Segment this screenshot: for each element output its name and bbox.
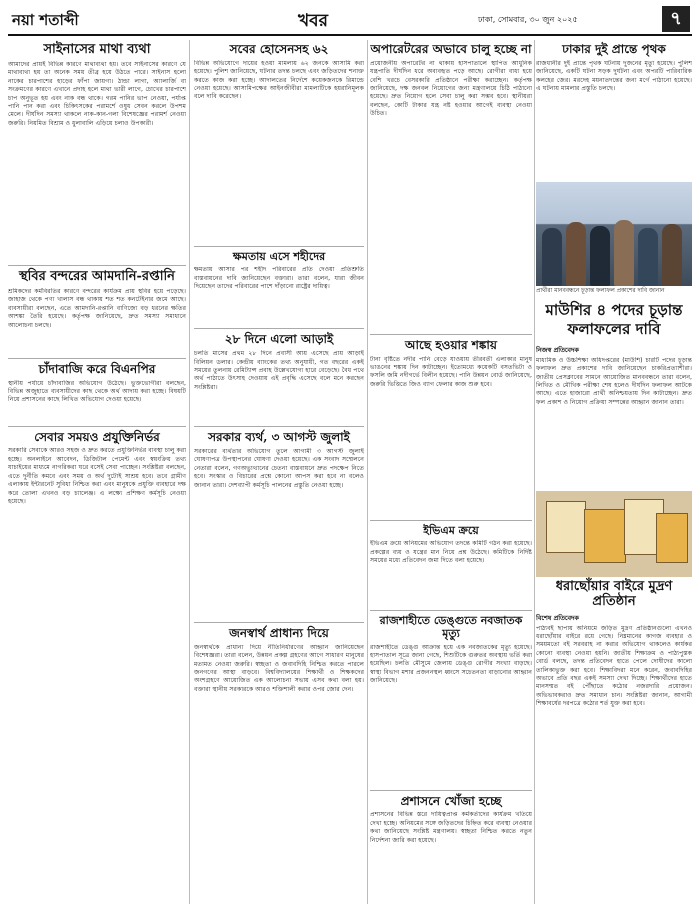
- headline: অপারেটরের অভাবে চালু হচ্ছে না: [370, 42, 532, 56]
- article-body: স্থানীয় পর্যায়ে চাঁদাবাজির অভিযোগ উঠেছে। ভুক্তভোগীরা বলছেন, বিভিন্ন অজুহাতে ব্যবসায়ীদের কাছ থেকে অর্থ আদায় করা হচ্ছে। বিষয়টি নিয়ে প্রশাসনের কাছে লিখিত অভিযোগ দেওয়া হয়েছে।: [8, 379, 186, 404]
- article-body: টানা বৃষ্টিতে নদীর পানি বেড়ে যাওয়ায় তীরবর্তী এলাকার মানুষ ভাঙনের শঙ্কায় দিন কাটাচ্ছেন। ইতোমধ্যে কয়েকটি বসতভিটা ও ফসলি জমি নদীগর্ভে বিলীন হয়েছে। পানি উন্নয়ন বোর্ড জানিয়েছে, জরুরি ভিত্তিতে জিও ব্যাগ ফেলার কাজ শুরু হবে।: [370, 355, 532, 388]
- article-body: প্রশাসনের বিভিন্ন স্তরে দায়িত্বপ্রাপ্ত কর্মকর্তাদের কার্যক্রম খতিয়ে দেখা হচ্ছে। অনিয়মের সঙ্গে জড়িতদের চিহ্নিত করে ব্যবস্থা নেওয়ার কথা জানিয়েছে সংশ্লিষ্ট মন্ত্রণালয়। স্বচ্ছতা নিশ্চিত করতে নতুন নির্দেশনা জারি করা হয়েছে।: [370, 811, 532, 844]
- article: [370, 43, 532, 330]
- headline: সেবার সময়ও প্রযুক্তিনির্ভর: [34, 429, 160, 444]
- newspaper-logo: নয়া শতাব্দী: [12, 11, 79, 29]
- divider: [194, 246, 364, 247]
- article: [194, 43, 364, 242]
- article: [536, 43, 692, 178]
- divider: [194, 328, 364, 329]
- byline: নিজস্ব প্রতিবেদক: [536, 345, 579, 354]
- article-body: মাধ্যমিক ও উচ্চশিক্ষা অধিদপ্তরের (মাউশি) চারটি পদের চূড়ান্ত ফলাফল দ্রুত প্রকাশের দাবি জানিয়েছেন চাকরিপ্রত্যাশীরা। জাতীয় প্রেসক্লাবের সামনে আয়োজিত মানববন্ধনে তারা বলেন, লিখিত ও মৌখিক পরীক্ষা শেষ হলেও দীর্ঘদিন ফলাফল আটকে আছে। এতে হাজারো প্রার্থী অনিশ্চয়তায় দিন কাটাচ্ছেন। দ্রুত ফল প্রকাশ ও নিয়োগ প্রক্রিয়া সম্পন্নের আহ্বান জানান তারা।: [536, 356, 692, 406]
- press-event-photo: [536, 182, 692, 286]
- article: [194, 251, 364, 325]
- article: [370, 615, 532, 785]
- headline: জনস্বার্থ প্রাধান্য দিয়ে: [229, 626, 329, 641]
- book-cover: [546, 501, 586, 553]
- column-4: [536, 40, 692, 904]
- headline: রাজশাহীতে ডেঙ্গুতে নবজাতক মৃত্যু: [379, 614, 523, 640]
- article: [370, 525, 532, 607]
- article: [194, 627, 364, 904]
- photo-caption: প্রার্থীরা মানববন্ধনে চূড়ান্ত ফলাফল প্রকাশের দাবি জানান: [536, 287, 665, 294]
- article-body: সরকারি সেবাকে আরও সহজ ও দ্রুত করতে প্রযুক্তিনির্ভর ব্যবস্থা চালু করা হচ্ছে। অনলাইনে আবেদন, ডিজিটাল পেমেন্ট এবং স্বয়ংক্রিয় তথ্য যাচাইয়ের মাধ্যমে নাগরিকরা ঘরে বসেই সেবা পাচ্ছেন। সংশ্লিষ্টরা বলছেন, এতে দুর্নীতি কমবে এবং সময় ও অর্থ দুটোই সাশ্রয় হবে। তবে গ্রামীণ এলাকায় ইন্টারনেট সুবিধা নিশ্চিত করা এবং মানুষকে প্রযুক্তি ব্যবহারে দক্ষ করে তোলা এখনও বড় চ্যালেঞ্জ। এ লক্ষ্যে প্রশিক্ষণ কর্মসূচি নেওয়া হয়েছে।: [8, 447, 186, 505]
- divider: [370, 334, 532, 335]
- divider: [370, 610, 532, 611]
- headline: ২৮ দিনে এলো আড়াই: [224, 332, 334, 347]
- textbooks-photo: [536, 491, 692, 577]
- headline: স্থবির বন্দরের আমদানি-রপ্তানি: [19, 268, 175, 284]
- dateline: ঢাকা, সোমবার, ৩০ জুন ২০২৫: [478, 15, 578, 24]
- article: [536, 345, 692, 487]
- article: [370, 795, 532, 904]
- person-figure: [566, 222, 586, 286]
- divider: [370, 790, 532, 791]
- divider: [194, 622, 364, 623]
- byline: বিশেষ প্রতিবেদক: [536, 613, 579, 622]
- article-body: ক্ষমতায় আসার পর শহীদ পরিবারের প্রতি দেওয়া প্রতিশ্রুতি বাস্তবায়নের দাবি জানিয়েছেন বক্তারা। তারা বলেন, যারা জীবন দিয়েছেন তাদের পরিবারের পাশে দাঁড়ানো রাষ্ট্রের দায়িত্ব।: [194, 266, 364, 291]
- person-figure: [638, 228, 658, 286]
- article: [370, 339, 532, 516]
- divider: [8, 265, 186, 266]
- article-body: সরকারের ব্যর্থতার অভিযোগ তুলে আগামী ৩ আগস্ট জুলাই ঘোষণাপত্র উপস্থাপনের ঘোষণা দেওয়া হয়েছে। এক সংবাদ সম্মেলনে নেতারা বলেন, গণঅভ্যুত্থানের চেতনা বাস্তবায়নে দ্রুত পদক্ষেপ নিতে হবে। সংস্কার ও বিচারের প্রশ্নে কোনো আপস করা হবে না বলেও জানান তারা। দেশব্যাপী কর্মসূচি পালনের প্রস্তুতি নেওয়া হচ্ছে।: [194, 448, 364, 489]
- article: [8, 363, 186, 422]
- article: [8, 270, 186, 354]
- article: [536, 613, 692, 865]
- headline: ইভিএম ক্রয়ে: [423, 523, 479, 537]
- article-body: জনস্বার্থকে প্রাধান্য দিয়ে নীতিনির্ধারণের আহ্বান জানিয়েছেন বিশেষজ্ঞরা। তারা বলেন, উন্নয়ন প্রকল্প গ্রহণের আগে সাধারণ মানুষের মতামত নেওয়া জরুরি। স্বচ্ছতা ও জবাবদিহি নিশ্চিত করতে পারলে জনগণের আস্থা বাড়বে। বিশ্ববিদ্যালয়ের শিক্ষার্থী ও শিক্ষকদের অংশগ্রহণে আয়োজিত এক আলোচনা সভায় এসব কথা বলা হয়। বক্তারা স্থানীয় সরকারকে আরও শক্তিশালী করার ওপর জোর দেন।: [194, 643, 364, 693]
- divider: [8, 358, 186, 359]
- headline: ক্ষমতায় এসে শহীদের: [232, 249, 326, 263]
- article: [8, 431, 186, 904]
- article-body: বিভিন্ন অভিযোগে দায়ের হওয়া মামলায় ৬২ জনকে আসামি করা হয়েছে। পুলিশ জানিয়েছে, ঘটনার তদন্ত চলছে এবং জড়িতদের শনাক্ত করতে কাজ করা হচ্ছে। আদালতের নির্দেশে কয়েকজনকে রিমান্ডে নেওয়া হয়েছে। আসামিপক্ষের আইনজীবীরা মামলাটিকে হয়রানিমূলক বলে দাবি করেছেন।: [194, 59, 364, 101]
- headline: সবের হোসেনসহ ৬২: [229, 42, 329, 56]
- masthead: [8, 6, 692, 34]
- person-figure: [590, 226, 610, 286]
- person-figure: [542, 228, 562, 286]
- article-body: পাঠ্যবই ছাপায় অনিয়মে জড়িত মুদ্রণ প্রতিষ্ঠানগুলো এখনও ধরাছোঁয়ার বাইরে রয়ে গেছে। নিম্নমানের কাগজ ব্যবহার ও সময়মতো বই সরবরাহ না করার অভিযোগ থাকলেও কার্যকর কোনো ব্যবস্থা নেওয়া হয়নি। জাতীয় শিক্ষাক্রম ও পাঠ্যপুস্তক বোর্ড বলছে, তদন্ত প্রতিবেদন হাতে পেলে দোষীদের কালো তালিকাভুক্ত করা হবে। শিক্ষাবিদরা মনে করেন, জবাবদিহির অভাবে প্রতি বছর একই সমস্যা দেখা দিচ্ছে। শিক্ষার্থীদের হাতে মানসম্মত বই পৌঁছাতে কঠোর নজরদারি প্রয়োজন। অভিভাবকরাও দ্রুত সমাধান চান। সংশ্লিষ্টরা জানান, আগামী শিক্ষাবর্ষের দরপত্রে কঠোর শর্ত যুক্ত করা হবে।: [536, 624, 692, 708]
- article: [194, 333, 364, 422]
- column-divider: [189, 40, 190, 904]
- column-3: [370, 40, 532, 904]
- column-2: [194, 40, 364, 904]
- article: [8, 43, 186, 261]
- headline: মাউশির ৪ পদের চূড়ান্ত ফলাফলের দাবি: [545, 301, 683, 338]
- person-figure: [614, 220, 634, 286]
- headline: ঢাকার দুই প্রান্তে পৃথক: [562, 42, 666, 56]
- divider: [194, 426, 364, 427]
- article-body: ইভিএম ক্রয়ে অনিয়মের অভিযোগ তদন্তে কমিটি গঠন করা হয়েছে। প্রকল্পের ব্যয় ও যন্ত্রের মান নিয়ে প্রশ্ন উঠেছে। কমিটিকে নির্দিষ্ট সময়ের মধ্যে প্রতিবেদন জমা দিতে বলা হয়েছে।: [370, 540, 532, 565]
- headline: ধরাছোঁয়ার বাইরে মুদ্রণ প্রতিষ্ঠান: [555, 578, 673, 609]
- article-body: প্রয়োজনীয় অপারেটর না থাকায় হাসপাতালে স্থাপিত আধুনিক যন্ত্রপাতি দীর্ঘদিন ধরে অব্যবহৃত পড়ে আছে। রোগীরা বাধ্য হয়ে বেশি খরচে বেসরকারি প্রতিষ্ঠানে পরীক্ষা করাচ্ছেন। কর্তৃপক্ষ জানিয়েছে, দক্ষ জনবল নিয়োগের জন্য মন্ত্রণালয়ে চিঠি পাঠানো হয়েছে। দ্রুত নিয়োগ হলে সেবা চালু করা সম্ভব হবে। স্থানীয়রা বলছেন, কোটি টাকার যন্ত্র নষ্ট হওয়ার আগেই ব্যবস্থা নেওয়া উচিত।: [370, 59, 532, 118]
- column-1: [8, 40, 186, 904]
- article-body: আমাদের প্রায়ই বিভিন্ন কারণে মাথাব্যথা হয়। তবে সাইনাসের কারণে যে মাথাব্যথা হয় তা অনেক সময় তীব্র হয়ে উঠতে পারে। সাইনাস হলো নাকের চারপাশের হাড়ের ফাঁপা জায়গা। ঠান্ডা লাগা, অ্যালার্জি বা সংক্রমণের কারণে এখানে প্রদাহ হলে মাথা ভারী লাগে, চোখের চারপাশে চাপ অনুভূত হয় এবং নাক বন্ধ থাকে। গরম পানির ভাপ নেওয়া, পর্যাপ্ত পানি পান করা এবং চিকিৎসকের পরামর্শে ওষুধ সেবন করলে উপশম মেলে। দীর্ঘদিন সমস্যা থাকলে নাক-কান-গলা বিশেষজ্ঞের পরামর্শ নেওয়া জরুরি। নিয়মিত বিশ্রাম ও ধুলাবালি এড়িয়ে চলাও উপকারী।: [8, 60, 186, 127]
- column-divider: [534, 40, 535, 904]
- headline: আছে হওয়ার শঙ্কায়: [405, 337, 497, 352]
- article-body: রাজশাহীতে ডেঙ্গু আক্রান্ত হয়ে এক নবজাতকের মৃত্যু হয়েছে। হাসপাতাল সূত্রে জানা গেছে, শিশুটিকে গুরুতর অবস্থায় ভর্তি করা হয়েছিল। চলতি মৌসুমে জেলায় ডেঙ্গু রোগীর সংখ্যা বাড়ছে। স্বাস্থ্য বিভাগ মশার প্রজননস্থল ধ্বংসে সচেতনতা বাড়ানোর আহ্বান জানিয়েছে।: [370, 643, 532, 685]
- headline: প্রশাসনে খোঁজা হচ্ছে: [400, 793, 502, 808]
- headline: সাইনাসের মাথা ব্যথা: [43, 42, 151, 57]
- masthead-rule: [8, 34, 692, 36]
- article-body: শ্রমিকদের কর্মবিরতির কারণে বন্দরের কার্যক্রম প্রায় স্থবির হয়ে পড়েছে। জাহাজ থেকে পণ্য খালাস বন্ধ থাকায় শত শত কনটেইনার জমে আছে। ব্যবসায়ীরা বলছেন, এতে আমদানি-রপ্তানি বাণিজ্যে বড় ধরনের ক্ষতির আশঙ্কা তৈরি হয়েছে। কর্তৃপক্ষ জানিয়েছে, দ্রুত সমস্যা সমাধানে আলোচনা চলছে।: [8, 287, 186, 329]
- person-figure: [662, 224, 682, 286]
- page-number: ৭: [662, 6, 690, 32]
- article-body: চলতি মাসের প্রথম ২৮ দিনে প্রবাসী আয় এসেছে প্রায় আড়াই বিলিয়ন ডলার। কেন্দ্রীয় ব্যাংকের তথ্য অনুযায়ী, গত বছরের একই সময়ের তুলনায় রেমিট্যান্স প্রবাহ উল্লেখযোগ্য হারে বেড়েছে। বৈধ পথে অর্থ পাঠাতে উৎসাহ দেওয়ায় এই প্রবৃদ্ধি এসেছে বলে মনে করছেন সংশ্লিষ্টরা।: [194, 350, 364, 391]
- book-cover: [584, 509, 626, 563]
- article: [194, 431, 364, 618]
- article-body: রাজধানীর দুই প্রান্তে পৃথক ঘটনায় দুজনের মৃত্যু হয়েছে। পুলিশ জানিয়েছে, একটি ঘটনা সড়ক দুর্ঘটনা এবং অপরটি পারিবারিক কলহের জের। মরদেহ ময়নাতদন্তের জন্য মর্গে পাঠানো হয়েছে। এ ঘটনায় মামলার প্রস্তুতি চলছে।: [536, 59, 692, 93]
- column-divider: [367, 40, 368, 904]
- divider: [8, 426, 186, 427]
- section-title: খবর: [298, 11, 328, 31]
- headline: চাঁদাবাজি করে বিএনপির: [38, 361, 156, 376]
- headline: সরকার ব্যর্থ, ৩ আগস্ট জুলাই: [208, 430, 350, 445]
- book-cover: [656, 513, 688, 563]
- divider: [370, 520, 532, 521]
